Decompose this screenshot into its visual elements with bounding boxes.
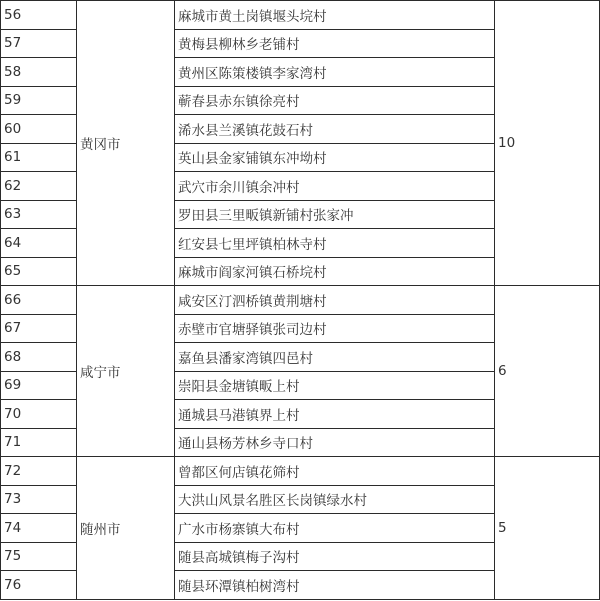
row-number: 68 — [1, 343, 77, 372]
row-number: 66 — [1, 286, 77, 315]
row-number: 74 — [1, 514, 77, 543]
village-cell: 大洪山风景名胜区长岗镇绿水村 — [175, 485, 495, 514]
count-cell: 5 — [495, 457, 600, 600]
row-number: 57 — [1, 29, 77, 58]
row-number: 73 — [1, 485, 77, 514]
row-number: 64 — [1, 229, 77, 258]
village-cell: 麻城市黄土岗镇堰头垸村 — [175, 1, 495, 30]
village-cell: 英山县金家铺镇东冲坳村 — [175, 143, 495, 172]
village-cell: 黄梅县柳林乡老铺村 — [175, 29, 495, 58]
row-number: 62 — [1, 172, 77, 201]
row-number: 69 — [1, 371, 77, 400]
row-number: 75 — [1, 542, 77, 571]
city-cell: 咸宁市 — [77, 286, 175, 457]
table-body — [1, 1, 600, 600]
village-cell: 麻城市阎家河镇石桥垸村 — [175, 257, 495, 286]
village-cell: 随县环潭镇柏树湾村 — [175, 571, 495, 600]
village-cell: 蕲春县赤东镇徐亮村 — [175, 86, 495, 115]
row-number: 70 — [1, 400, 77, 429]
village-cell: 红安县七里坪镇柏林寺村 — [175, 229, 495, 258]
row-number: 76 — [1, 571, 77, 600]
table-row — [1, 286, 600, 315]
row-number: 65 — [1, 257, 77, 286]
row-number: 67 — [1, 314, 77, 343]
village-cell: 崇阳县金塘镇畈上村 — [175, 371, 495, 400]
city-cell: 黄冈市 — [77, 1, 175, 286]
village-cell: 通城县马港镇界上村 — [175, 400, 495, 429]
row-number: 60 — [1, 115, 77, 144]
village-cell: 武穴市余川镇余冲村 — [175, 172, 495, 201]
table-row — [1, 457, 600, 486]
row-number: 58 — [1, 58, 77, 87]
village-cell: 通山县杨芳林乡寺口村 — [175, 428, 495, 457]
village-cell: 咸安区汀泗桥镇黄荆塘村 — [175, 286, 495, 315]
village-cell: 广水市杨寨镇大布村 — [175, 514, 495, 543]
row-number: 71 — [1, 428, 77, 457]
row-number: 56 — [1, 1, 77, 30]
village-cell: 曾都区何店镇花筛村 — [175, 457, 495, 486]
village-cell: 随县高城镇梅子沟村 — [175, 542, 495, 571]
count-cell: 10 — [495, 1, 600, 286]
row-number: 72 — [1, 457, 77, 486]
count-cell: 6 — [495, 286, 600, 457]
village-cell: 黄州区陈策楼镇李家湾村 — [175, 58, 495, 87]
village-cell: 赤壁市官塘驿镇张司边村 — [175, 314, 495, 343]
village-cell: 浠水县兰溪镇花鼓石村 — [175, 115, 495, 144]
village-cell: 嘉鱼县潘家湾镇四邑村 — [175, 343, 495, 372]
table-row — [1, 1, 600, 30]
row-number: 63 — [1, 200, 77, 229]
village-cell: 罗田县三里畈镇新铺村张家冲 — [175, 200, 495, 229]
row-number: 59 — [1, 86, 77, 115]
row-number: 61 — [1, 143, 77, 172]
city-cell: 随州市 — [77, 457, 175, 600]
